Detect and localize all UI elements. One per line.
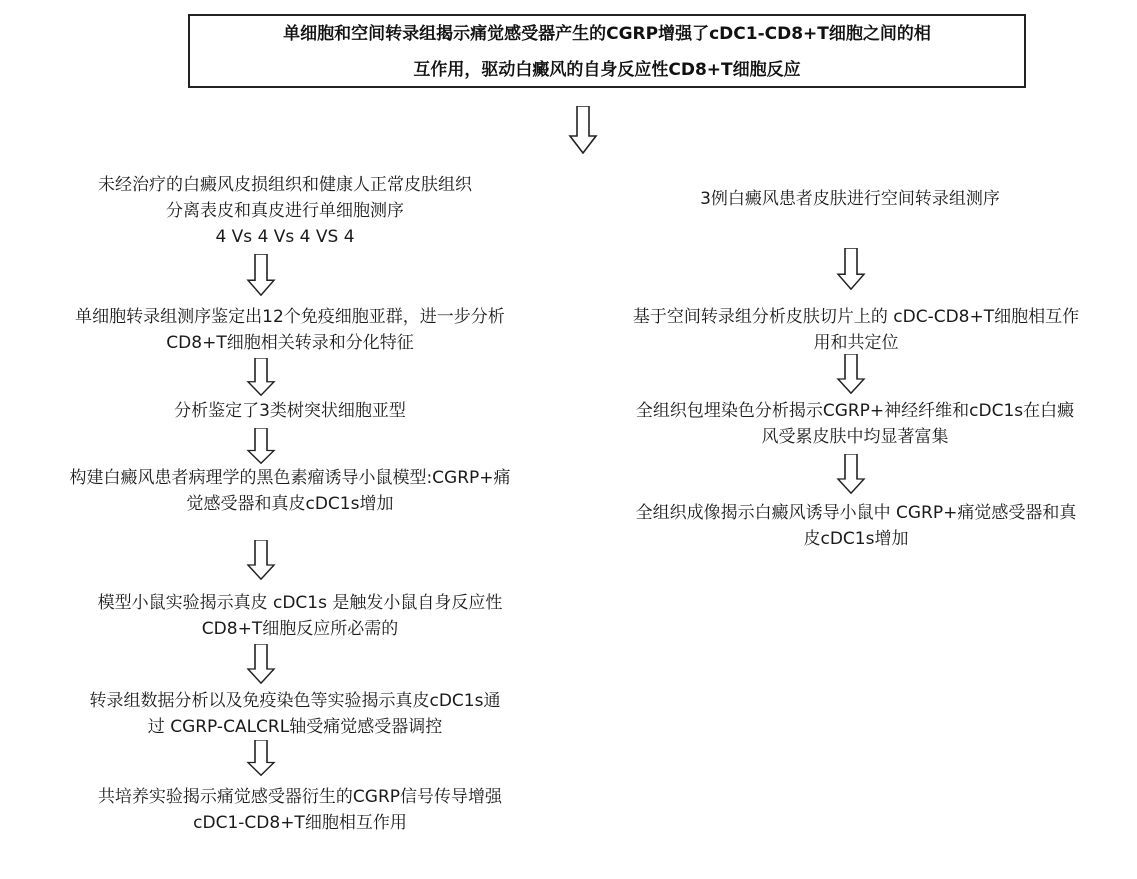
right-step-2-line-1: 基于空间转录组分析皮肤切片上的 cDC-CD8+T细胞相互作	[632, 307, 1080, 327]
left-step-6-line-2: 过 CGRP-CALCRL轴受痛觉感受器调控	[147, 717, 443, 737]
left-step-1-line-3: 4 Vs 4 Vs 4 VS 4	[215, 227, 355, 247]
title-line-2: 互作用，驱动白癜风的自身反应性CD8+T细胞反应	[413, 60, 801, 80]
right-step-2	[578, 304, 1134, 356]
right-step-1	[590, 186, 1110, 212]
down-arrow-left-6	[246, 740, 276, 776]
left-step-2-line-1: 单细胞转录组测序鉴定出12个免疫细胞亚群，进一步分析	[75, 307, 505, 327]
down-arrow-right-1	[836, 248, 866, 290]
down-arrow-left-5	[246, 644, 276, 684]
left-step-7-line-2: cDC1-CD8+T细胞相互作用	[193, 813, 407, 833]
left-step-4-line-2: 觉感受器和真皮cDC1s增加	[186, 494, 394, 514]
down-arrow-left-1	[246, 254, 276, 296]
right-step-1-line-1: 3例白癜风患者皮肤进行空间转录组测序	[700, 189, 1000, 209]
right-step-3	[580, 398, 1130, 450]
right-step-2-line-2: 用和共定位	[813, 333, 899, 353]
right-step-4-line-1: 全组织成像揭示白癜风诱导小鼠中 CGRP+痛觉感受器和真	[635, 503, 1077, 523]
right-step-3-line-1: 全组织包埋染色分析揭示CGRP+神经纤维和cDC1s在白癜	[635, 401, 1075, 421]
down-arrow-left-2	[246, 358, 276, 396]
down-arrow-title	[568, 106, 598, 154]
down-arrow-right-3	[836, 454, 866, 494]
left-step-1	[30, 172, 540, 250]
left-step-1-line-2: 分离表皮和真皮进行单细胞测序	[166, 201, 404, 221]
left-step-7-line-1: 共培养实验揭示痛觉感受器衍生的CGRP信号传导增强	[97, 787, 503, 807]
right-step-3-line-2: 风受累皮肤中均显著富集	[761, 427, 949, 447]
left-step-5-line-2: CD8+T细胞反应所必需的	[201, 619, 399, 639]
left-step-5	[30, 590, 570, 642]
left-step-1-line-1: 未经治疗的白癜风皮损组织和健康人正常皮肤组织	[98, 175, 472, 195]
title-box	[188, 14, 1026, 88]
left-step-5-line-1: 模型小鼠实验揭示真皮 cDC1s 是触发小鼠自身反应性	[97, 593, 503, 613]
left-step-7	[30, 784, 570, 836]
left-step-2	[20, 304, 560, 356]
right-step-4-line-2: 皮cDC1s增加	[803, 529, 909, 549]
right-step-4	[578, 500, 1134, 552]
left-step-3-line-1: 分析鉴定了3类树突状细胞亚型	[174, 401, 406, 421]
title-line-1: 单细胞和空间转录组揭示痛觉感受器产生的CGRP增强了cDC1-CD8+T细胞之间的相	[283, 24, 931, 44]
left-step-6	[20, 688, 570, 740]
left-step-3	[30, 398, 550, 424]
left-step-4	[15, 465, 565, 517]
left-step-4-line-1: 构建白癜风患者病理学的黑色素瘤诱导小鼠模型:CGRP+痛	[69, 468, 511, 488]
left-step-6-line-1: 转录组数据分析以及免疫染色等实验揭示真皮cDC1s通	[89, 691, 501, 711]
down-arrow-right-2	[836, 354, 866, 394]
down-arrow-left-4	[246, 540, 276, 580]
left-step-2-line-2: CD8+T细胞相关转录和分化特征	[166, 333, 414, 353]
down-arrow-left-3	[246, 428, 276, 464]
